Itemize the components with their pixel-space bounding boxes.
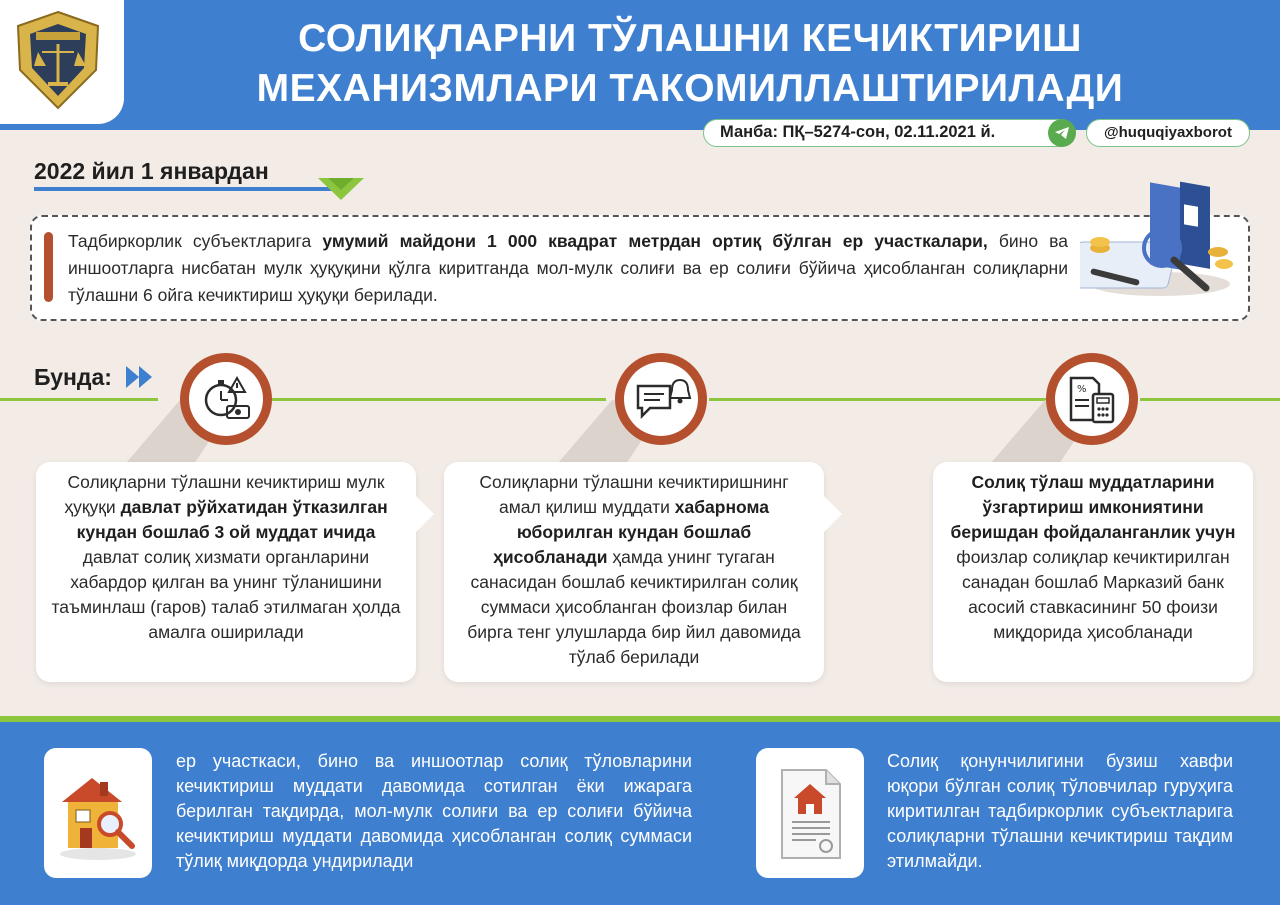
card-3-text-end: фоизлар солиқлар кечиктирилган санадан бошлаб Марказий банк асосий ставкасининг 50 фоизи миқдорида ҳисобланади: [956, 547, 1230, 642]
card-2-text-end: ҳамда унинг тугаган санасидан бошлаб кечиктирилган солиқ суммаси ҳисобланган фоизлар билан бирга тенг улушларда бир йил давомида тўлаб берилади: [467, 547, 801, 667]
card-2-text-bold: хабарнома юборилган кундан бошлаб ҳисобланади: [493, 497, 769, 567]
card-2-badge: [615, 353, 707, 445]
intro-accent-bar: [44, 232, 53, 302]
intro-text: [68, 228, 1068, 309]
documents-coins-icon: [1080, 156, 1240, 306]
date-underline: [34, 187, 334, 191]
card-2-text-start: Солиқларни тўлашни кечиктиришнинг амал қилиш муддати: [479, 472, 789, 517]
timeline-line: [1140, 398, 1280, 401]
card-1-badge: [180, 353, 272, 445]
card-1-text-start: Солиқларни тўлашни кечиктириш мулк ҳуқуқи: [64, 472, 385, 517]
info-card-1: [36, 462, 416, 682]
intro-text-end: бино ва иншоотларга нисбатан мулк ҳуқуқини қўлга киритганда мол-мулк солиғи ва ер солиғи бўйича ҳисобланган солиқларни тўлашни 6 ойга кечиктириш ҳуқуқи берилади.: [68, 231, 1068, 305]
card-1-text-end: давлат солиқ хизмати органларини хабардор қилган ва унинг тўланишини таъминлаш (гаров) талаб этилмаган ҳолда амалга оширилади: [51, 547, 401, 642]
source-label: Манба: ПҚ–5274-сон, 02.11.2021 й.: [703, 119, 1075, 147]
telegram-icon[interactable]: [1048, 119, 1076, 147]
card-1-text-bold: давлат рўйхатидан ўтказилган кундан бошлаб 3 ой муддат ичида: [76, 497, 388, 542]
double-chevron-right-icon: [126, 366, 154, 388]
calculator-document-icon: [1055, 362, 1129, 436]
bottom-left-text: ер участкаси, бино ва иншоотлар солиқ тўловларини кечиктириш муддати давомида сотилган ёки ижарага берилган тақдирда, мол-мулк солиғи ва ер солиғи бўйича кечиктириш муддати давомида ҳисобланган солиқ суммаси тўлиқ миқдорда ундирилади: [176, 751, 692, 871]
card-2-pointer: [824, 496, 842, 532]
svg-text:%: %: [1077, 384, 1087, 395]
logo-container: [0, 0, 124, 124]
ministry-emblem-icon: [12, 10, 104, 110]
bottom-right-icon-card: [756, 748, 864, 878]
card-3-text-bold: Солиқ тўлаш муддатларини ўзгартириш имкониятини беришдан фойдаланганлик учун: [950, 472, 1236, 542]
section-label: Бунда:: [34, 364, 112, 390]
intro-text-start: Тадбиркорлик субъектларига: [68, 231, 323, 251]
house-magnifier-icon: [52, 760, 144, 866]
title-line-2: МЕХАНИЗМЛАРИ ТАКОМИЛЛАШТИРИЛАДИ: [256, 67, 1124, 110]
page-title: [150, 14, 1230, 114]
card-3-badge: [1046, 353, 1138, 445]
property-document-icon: [764, 760, 856, 866]
header-banner: [0, 0, 1280, 130]
telegram-handle[interactable]: @huquqiyaxborot: [1086, 119, 1250, 147]
info-card-2: [444, 462, 824, 682]
notification-message-icon: [624, 362, 698, 436]
bottom-right-text: Солиқ қонунчилигини бузиш хавфи юқори бўлган солиқ тўловчилар гуруҳига киритилган тадбиркорлик субъектларига солиқларни тўлашни кечиктириш тақдим этилмайди.: [887, 751, 1233, 871]
card-1-pointer: [416, 496, 434, 532]
intro-text-bold: умумий майдони 1 000 квадрат метрдан ортиқ бўлган ер участкалари,: [322, 231, 988, 251]
date-heading: 2022 йил 1 январдан: [34, 158, 269, 184]
stopwatch-money-icon: [189, 362, 263, 436]
info-card-3: [933, 462, 1253, 682]
title-line-1: СОЛИҚЛАРНИ ТЎЛАШНИ КЕЧИКТИРИШ: [298, 17, 1082, 60]
bottom-left-icon-card: [44, 748, 152, 878]
chevron-down-icon: [318, 178, 364, 202]
